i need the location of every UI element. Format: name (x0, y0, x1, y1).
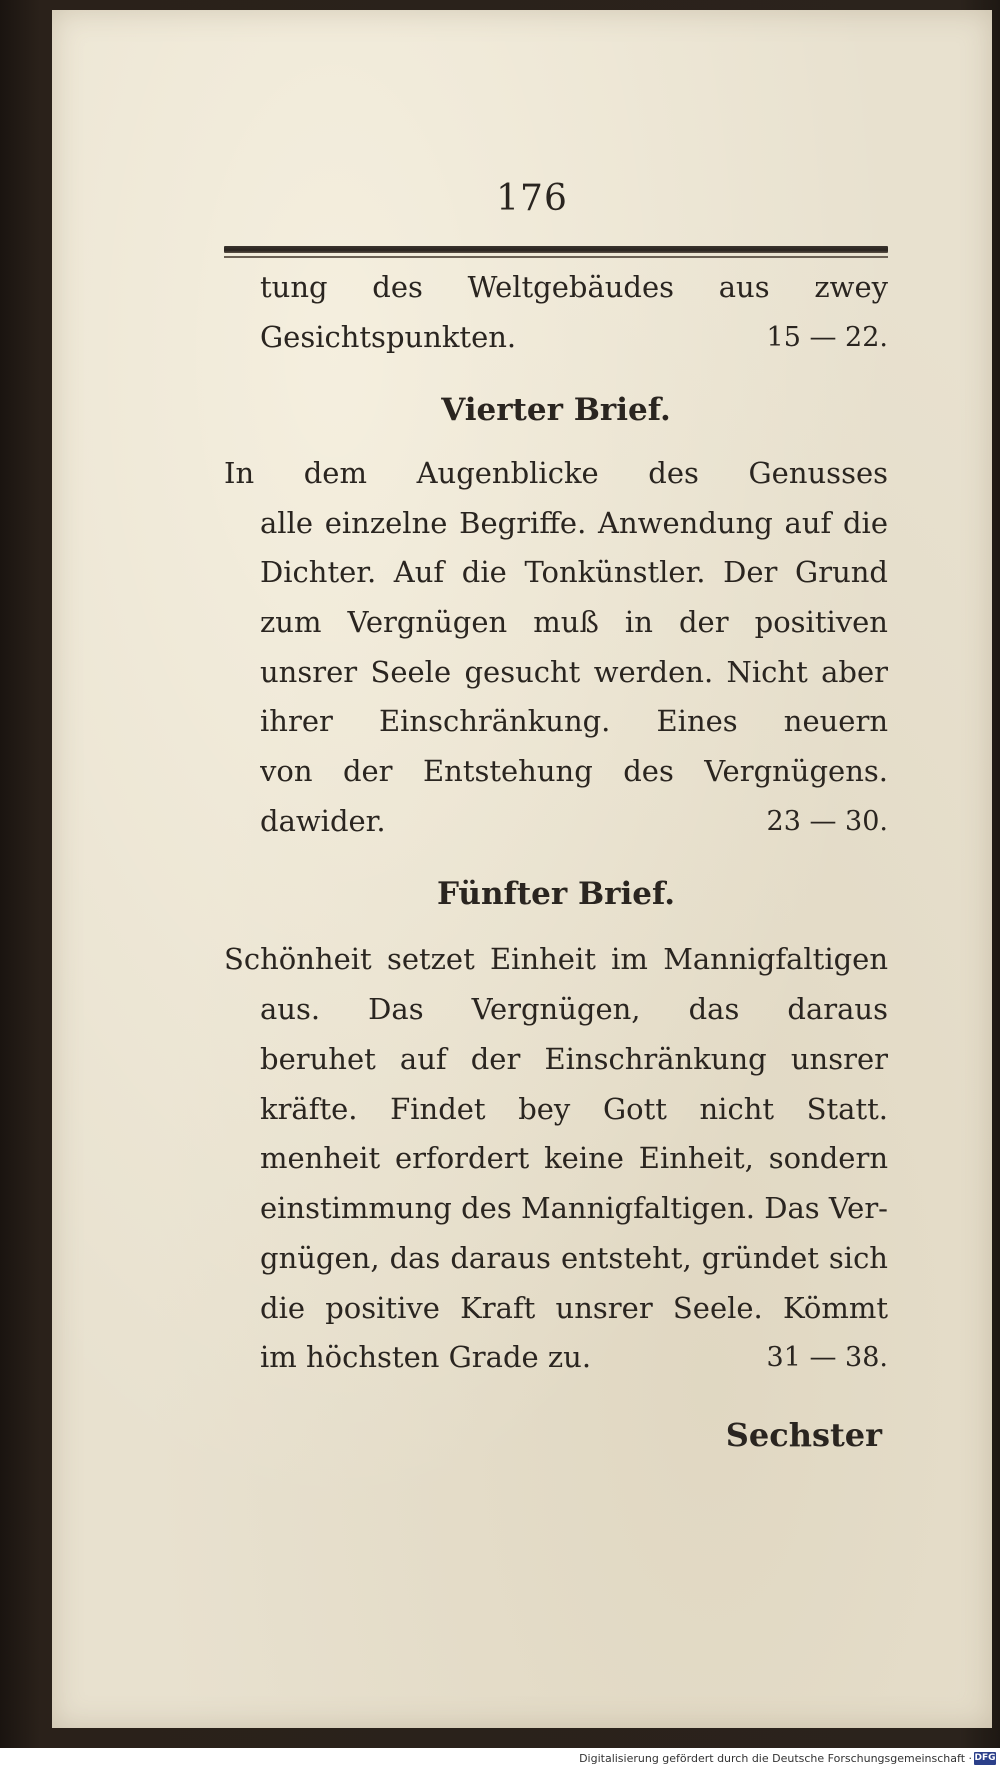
letter5-line-6: einstimmung des Mannigfaltigen. Das Ver- (260, 1191, 888, 1225)
letter4-line-7: von der Entstehung des Vergnügens. (260, 754, 888, 788)
letter5-line-9: im höchsten Grade zu. (260, 1340, 592, 1374)
continuation-line-1: tung des Weltgebäudes aus zwey (260, 270, 888, 304)
letter4-line-8: dawider. (260, 804, 386, 838)
letter4-line-5: unsrer Seele gesucht werden. Nicht aber (260, 655, 888, 689)
letter5-pages: 31 — 38. (766, 1342, 888, 1373)
letter5-line-3: beruhet auf der Einschränkung unsrer (260, 1042, 888, 1076)
letter5-line-2: aus. Das Vergnügen, das daraus (260, 992, 888, 1026)
dfg-logo-icon: DFG (974, 1753, 996, 1763)
catchword: Sechster (725, 1416, 882, 1454)
letter5-line-4: kräfte. Findet bey Gott nicht Statt. (260, 1092, 888, 1126)
letter4-line-2: alle einzelne Begriffe. Anwendung auf die (260, 506, 888, 540)
letter5-line-7: gnügen, das daraus entsteht, gründet sich (260, 1241, 888, 1275)
letter4-line-3: Dichter. Auf die Tonkünstler. Der Grund (260, 555, 888, 589)
continuation-pages: 15 — 22. (766, 322, 888, 353)
letter4-line-4: zum Vergnügen muß in der positiven (260, 605, 888, 639)
header-rule-thin (224, 256, 888, 258)
letter5-line-1: Schönheit setzet Einheit im Mannigfaltigen (224, 942, 888, 976)
letter5-line-5: menheit erfordert keine Einheit, sondern (260, 1141, 888, 1175)
continuation-line-2: Gesichtspunkten. (260, 320, 517, 354)
letter5-heading: Fünfter Brief. (436, 876, 676, 912)
page-number: 176 (496, 178, 568, 219)
header-rule (224, 246, 888, 253)
book-page (52, 10, 992, 1728)
letter4-heading: Vierter Brief. (441, 392, 671, 428)
letter5-line-8: die positive Kraft unsrer Seele. Kömmt (260, 1291, 888, 1325)
letter4-pages: 23 — 30. (766, 806, 888, 837)
letter4-line-1: In dem Augenblicke des Genusses (224, 456, 888, 490)
letter4-line-6: ihrer Einschränkung. Eines neuern (260, 704, 888, 738)
footer-credit: Digitalisierung gefördert durch die Deutsche Forschungsgemeinschaft · (579, 1752, 972, 1765)
